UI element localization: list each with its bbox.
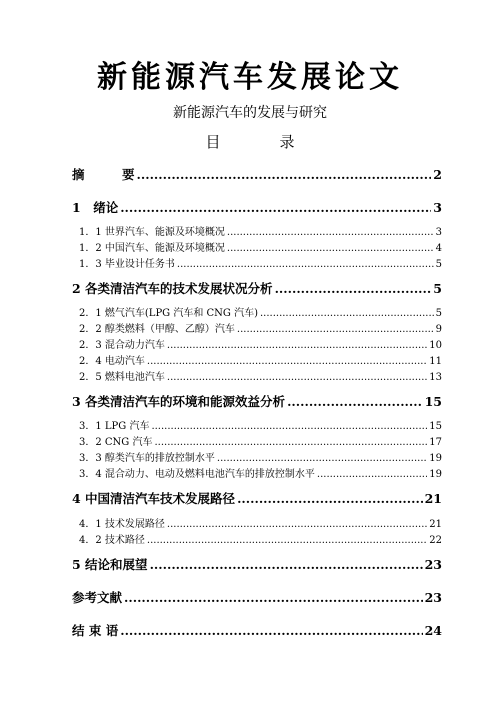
toc-entry-label: 结 束 语 — [72, 623, 119, 638]
toc-leader-dots — [177, 258, 434, 272]
toc-entry-page: 5 — [435, 259, 442, 270]
toc-subentry[interactable] — [79, 436, 442, 450]
toc-subentry[interactable] — [79, 258, 442, 272]
toc-entry[interactable] — [72, 280, 442, 298]
toc-subentry[interactable] — [79, 468, 442, 482]
toc-entry-label: 2 各类清洁汽车的技术发展状况分析 — [72, 281, 273, 296]
toc-subentry[interactable] — [79, 226, 442, 240]
toc-entry-page: 3 — [435, 227, 442, 238]
toc-entry-label: 1 绪论 — [72, 200, 119, 215]
toc-leader-dots — [167, 371, 427, 385]
toc-entry-page: 3 — [433, 200, 442, 215]
toc-leader-dots — [287, 393, 423, 411]
toc-entry-label: 1．2 中国汽车、能源及环境概况 — [79, 243, 225, 254]
toc-entry-page: 9 — [435, 324, 442, 335]
toc-subentry[interactable] — [79, 242, 442, 256]
toc-leader-dots — [275, 280, 432, 298]
toc-leader-dots — [151, 420, 427, 434]
toc-entry-label: 3．4 混合动力、电动及燃料电池汽车的排放控制水平 — [79, 469, 315, 480]
document-subtitle: 新能源汽车的发展与研究 — [173, 105, 327, 121]
toc-subentry[interactable] — [79, 420, 442, 434]
toc-entry-label: 2．5 燃料电池汽车 — [79, 372, 165, 383]
toc-entry-label: 2．4 电动汽车 — [79, 356, 145, 367]
toc-subentry[interactable] — [79, 307, 442, 321]
toc-entry-label: 4．1 技术发展路径 — [79, 519, 165, 530]
toc-entry[interactable] — [72, 589, 442, 607]
toc-entry-page: 10 — [429, 340, 442, 351]
toc-leader-dots — [227, 242, 434, 256]
toc-subentry[interactable] — [79, 371, 442, 385]
toc-leader-dots — [227, 226, 434, 240]
toc-entry-page: 21 — [429, 519, 442, 530]
toc-leader-dots — [147, 534, 427, 548]
toc-leader-dots — [150, 556, 423, 574]
toc-entry-label: 3 各类清洁汽车的环境和能源效益分析 — [72, 394, 286, 409]
toc-entry-label: 3．1 LPG 汽车 — [79, 421, 150, 432]
toc-entry[interactable] — [72, 622, 442, 640]
toc-leader-dots — [237, 490, 423, 508]
toc-leader-dots — [167, 339, 427, 353]
toc-entry-page: 15 — [429, 421, 442, 432]
toc-entry-page: 22 — [429, 535, 442, 546]
toc-subentry[interactable] — [79, 323, 442, 337]
toc-entry-page: 4 — [435, 243, 442, 254]
toc-subentry[interactable] — [79, 534, 442, 548]
toc-entry-page: 17 — [429, 437, 442, 448]
toc-entry-label: 参考文献 — [72, 590, 123, 605]
toc-entry[interactable] — [72, 199, 442, 217]
toc-entry-page: 24 — [424, 623, 442, 638]
toc-entry-page: 19 — [429, 469, 442, 480]
toc-leader-dots — [317, 468, 427, 482]
toc-leader-dots — [260, 307, 434, 321]
toc-entry-label: 2．1 燃气汽车(LPG 汽车和 CNG 汽车) — [79, 308, 258, 319]
toc-leader-dots — [120, 199, 431, 217]
toc-leader-dots — [167, 518, 427, 532]
toc-entry-page: 21 — [424, 491, 442, 506]
toc-leader-dots — [237, 323, 434, 337]
toc-entry[interactable] — [72, 556, 442, 574]
toc-entry-page: 15 — [424, 394, 442, 409]
toc-subentry[interactable] — [79, 355, 442, 369]
document-title: 新能源汽车发展论文 — [97, 60, 403, 95]
toc-heading: 目 录 — [205, 133, 317, 151]
toc-entry-page: 13 — [429, 372, 442, 383]
toc-subentry[interactable] — [79, 452, 442, 466]
toc-entry-label: 3．3 醇类汽车的排放控制水平 — [79, 453, 215, 464]
toc-entry-label: 2．3 混合动力汽车 — [79, 340, 165, 351]
toc-entry[interactable] — [72, 166, 442, 184]
toc-entry-label: 1．3 毕业设计任务书 — [79, 259, 175, 270]
toc-subentry[interactable] — [79, 339, 442, 353]
toc-entry-page: 23 — [424, 557, 442, 572]
toc-entry-page: 5 — [435, 308, 442, 319]
toc-entry-page: 5 — [433, 281, 442, 296]
toc-entry-label: 3．2 CNG 汽车 — [79, 437, 153, 448]
toc-entry-page: 11 — [429, 356, 442, 367]
toc-leader-dots — [217, 452, 427, 466]
toc-leader-dots — [124, 589, 423, 607]
toc-entry-page: 2 — [433, 167, 442, 182]
toc-subentry[interactable] — [79, 518, 442, 532]
toc-leader-dots — [120, 622, 422, 640]
toc-entry-label: 5 结论和展望 — [72, 557, 148, 572]
toc-leader-dots — [147, 355, 427, 369]
toc-entry-page: 23 — [424, 590, 442, 605]
toc-leader-dots — [154, 436, 427, 450]
toc-entry[interactable] — [72, 393, 442, 411]
toc-entry-label: 2．2 醇类燃料（甲醇、乙醇）汽车 — [79, 324, 235, 335]
toc-leader-dots — [137, 166, 432, 184]
toc-entry-label: 4．2 技术路径 — [79, 535, 145, 546]
toc-entry[interactable] — [72, 490, 442, 508]
toc-entry-label: 4 中国清洁汽车技术发展路径 — [72, 491, 236, 506]
toc-entry-label: 摘 要 — [72, 167, 135, 182]
toc-entry-label: 1．1 世界汽车、能源及环境概况 — [79, 227, 225, 238]
toc-entry-page: 19 — [429, 453, 442, 464]
